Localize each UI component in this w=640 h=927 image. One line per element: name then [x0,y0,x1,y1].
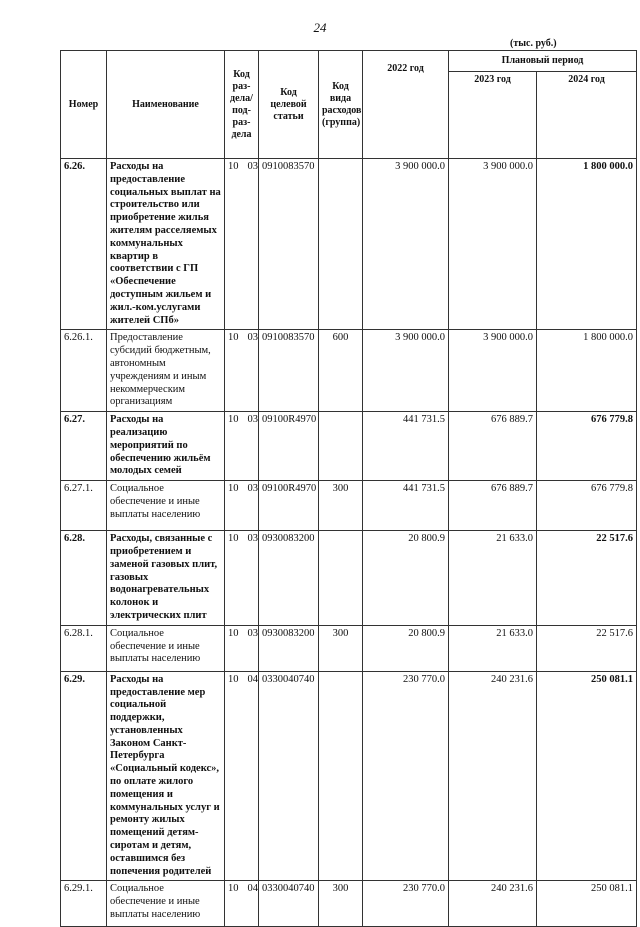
units-note: (тыс. руб.) [510,38,557,49]
row-name: Социальное обеспечение и иные выплаты населению [107,625,225,671]
row-section-code [225,159,259,330]
table-row [61,330,637,412]
row-expense-type-code [319,412,363,481]
row-target-code: 0910083570 [259,330,319,412]
row-value-2022: 20 800.9 [363,625,449,671]
row-section-code [225,881,259,927]
header-expense-type-code: Код вида расходов (группа) [319,51,363,159]
row-value-2024: 676 779.8 [537,481,637,531]
row-section-code [225,531,259,626]
row-target-code: 09100R4970 [259,481,319,531]
row-value-2022: 230 770.0 [363,881,449,927]
row-value-2022: 20 800.9 [363,531,449,626]
table-row [61,481,637,531]
row-number: 6.27.1. [61,481,107,531]
row-value-2023: 676 889.7 [449,412,537,481]
header-target-code: Код целевой статьи [259,51,319,159]
row-value-2024: 250 081.1 [537,881,637,927]
row-podrazdel: 03 [247,627,258,639]
row-number: 6.29. [61,671,107,881]
table-row [61,671,637,881]
row-razdel: 10 [228,673,239,685]
row-number: 6.26. [61,159,107,330]
row-podrazdel: 03 [247,332,258,344]
row-value-2024: 1 800 000.0 [537,330,637,412]
row-number: 6.29.1. [61,881,107,927]
table-row [61,412,637,481]
row-target-code: 0330040740 [259,881,319,927]
row-section-code [225,481,259,531]
row-name: Расходы на предоставление социальных выплат на строительство или приобретение жилья жителям расселяемых коммунальных квартир в соответствии с ГП «Обеспечение доступным жильем и жил.-ком.услугами жителей СПб» [107,159,225,330]
row-value-2022: 3 900 000.0 [363,159,449,330]
row-razdel: 10 [228,161,239,172]
row-expense-type-code: 600 [319,330,363,412]
row-target-code: 0910083570 [259,159,319,330]
row-value-2023: 3 900 000.0 [449,159,537,330]
row-value-2023: 240 231.6 [449,881,537,927]
row-expense-type-code [319,671,363,881]
row-value-2023: 21 633.0 [449,625,537,671]
row-value-2024: 676 779.8 [537,412,637,481]
row-name: Социальное обеспечение и иные выплаты населению [107,881,225,927]
row-section-code [225,671,259,881]
row-razdel: 10 [228,627,239,639]
row-name: Расходы, связанные с приобретением и заменой газовых плит, газовых водонагревательных колонок и электрических плит [107,531,225,626]
row-name: Расходы на реализацию мероприятий по обеспечению жильём молодых семей [107,412,225,481]
header-year-2024: 2024 год [537,72,637,159]
row-value-2023: 676 889.7 [449,481,537,531]
header-section-code: Код раз-дела/ под-раз-дела [225,51,259,159]
row-number: 6.27. [61,412,107,481]
row-name: Предоставление субсидий бюджетным, автономным учреждениям и иным некоммерческим организациям [107,330,225,412]
row-section-code [225,625,259,671]
row-target-code: 0330040740 [259,671,319,881]
page-number: 24 [313,20,327,35]
row-razdel: 10 [228,533,239,545]
row-name: Расходы на предоставление мер социальной поддержки, установленных Законом Санкт-Петербурга «Социальный кодекс», по оплате жилого помещения и коммунальных услуг и ремонту жилых помещений детям-сиротам и детям, оставшимся без попечения родителей [107,671,225,881]
table-row [61,881,637,927]
row-value-2023: 240 231.6 [449,671,537,881]
row-value-2023: 21 633.0 [449,531,537,626]
row-name: Социальное обеспечение и иные выплаты населению [107,481,225,531]
header-plan-period: Плановый период [449,51,637,72]
row-expense-type-code: 300 [319,625,363,671]
row-podrazdel: 04 [247,673,258,685]
row-value-2022: 3 900 000.0 [363,330,449,412]
row-razdel: 10 [228,483,239,495]
budget-table [60,50,637,927]
row-expense-type-code [319,531,363,626]
row-value-2024: 22 517.6 [537,531,637,626]
table-row [61,531,637,626]
table-row [61,159,637,330]
header-year-2022: 2022 год [363,51,449,159]
row-expense-type-code [319,159,363,330]
header-name: Наименование [107,51,225,159]
row-value-2022: 230 770.0 [363,671,449,881]
row-number: 6.28. [61,531,107,626]
row-number: 6.28.1. [61,625,107,671]
row-expense-type-code: 300 [319,881,363,927]
row-value-2024: 22 517.6 [537,625,637,671]
table-body [61,159,637,927]
header-year-2023: 2023 год [449,72,537,159]
header-number: Номер [61,51,107,159]
row-razdel: 10 [228,332,239,344]
row-target-code: 0930083200 [259,531,319,626]
row-razdel: 10 [228,883,239,895]
table-row [61,625,637,671]
row-target-code: 09100R4970 [259,412,319,481]
row-target-code: 0930083200 [259,625,319,671]
row-value-2024: 1 800 000.0 [537,159,637,330]
row-section-code [225,330,259,412]
row-value-2022: 441 731.5 [363,412,449,481]
row-value-2023: 3 900 000.0 [449,330,537,412]
row-podrazdel: 03 [247,414,258,426]
row-value-2024: 250 081.1 [537,671,637,881]
row-number: 6.26.1. [61,330,107,412]
row-podrazdel: 03 [247,483,258,495]
row-podrazdel: 04 [247,883,258,895]
row-razdel: 10 [228,414,239,426]
row-podrazdel: 03 [247,161,258,172]
row-value-2022: 441 731.5 [363,481,449,531]
row-expense-type-code: 300 [319,481,363,531]
row-section-code [225,412,259,481]
row-podrazdel: 03 [247,533,258,545]
